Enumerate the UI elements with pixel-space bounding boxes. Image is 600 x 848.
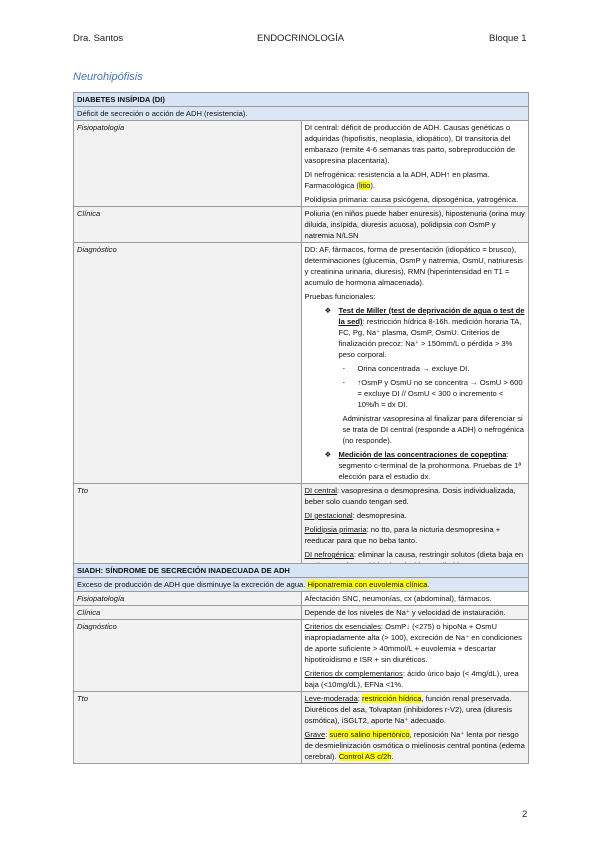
di-tto-central [305,485,526,507]
siadh-table [73,563,529,764]
dash-icon: - [342,378,346,387]
di-tto-central-text: : vasopresina o desmopresina. Dosis individualizada, beber solo cuando tengan sed. [304,486,516,506]
siadh-tto-leve [305,693,526,726]
siadh-tto-label: Tto [74,692,302,764]
siadh-fisio: Afectación SNC, neumonías, cx (abdominal), fármacos. [301,592,529,606]
siadh-tto-grave [305,729,526,762]
siadh-subtitle-highlight: Hiponatremia con euvolemia clínica [307,580,428,589]
di-copeptina-text: : segmento c-terminal de la prohormona. Pruebas de 1ª elección para el estudio dx. [338,450,522,481]
di-miller-d2: ↑OsmP y OsmU no se concentra → OsmU > 600 = excluye DI // OsmU < 300 o incremento < 10%/h = dx DI. [357,378,523,409]
siadh-tto-cell [301,692,529,764]
section-title: Neurohipófisis [73,71,143,83]
dash-icon: - [342,364,346,373]
di-fisio-polidipsia: Polidipsia primaria: causa psicógena, dipsogénica, yatrogénica. [304,195,519,204]
siadh-diag-ess-text: : OsmP↓ (<275) o hipoNa + OsmU inapropiadamente alta (> 100), excreción de Na⁺ en condiciones de aporte suficiente > 40mmol/L + euvolemia + descartar hipotiroidismo e ISR + sin diuréticos. [304,622,522,664]
siadh-diag-label: Diagnóstico [74,620,302,692]
siadh-tto-grave-highlight: suero salino hipertónico [329,730,410,739]
di-tto-gest-title: DI gestacional [304,511,353,520]
siadh-fisio-label: Fisiopatología [74,592,302,606]
di-miller [305,305,526,360]
header-block: Bloque 1 [489,33,527,44]
siadh-tto-grave-title: Grave [304,730,326,739]
di-clin: Poliuria (en niños puede haber enuresis), hipostenuria (orina muy diluida, insípida, diuresis acuosa), polidipsia con OsmP y natremia N/LSN [301,207,529,243]
di-tto-cell [301,484,529,573]
di-tto-gestacional [305,510,526,521]
di-subtitle: Déficit de secreción o acción de ADH (resistencia). [74,107,529,121]
di-miller-text: : restricción hídrica 8-16h. medición horaria TA, FC, Pg, Na⁺ plasma, OsmP, OsmU. Criterios de finalización precoz: Na⁺ > 150mm/L o pérdida > 3% peso corporal. [338,317,522,359]
di-fisio-nef-end: ). [370,181,375,190]
di-fisio-nefrogenica [305,169,526,191]
di-fisio-nef-text: DI nefrogénica: resistencia a la ADH, ADH↑ en plasma. Farmacológica ( [304,170,490,190]
di-tto-poli-title: Polidipsia primaria [304,525,367,534]
di-tto-label: Tto [74,484,302,573]
di-fisio-litio: litio [358,181,371,190]
siadh-tto-grave-control: Control AS c/2h [338,752,392,761]
bullet-icon: ❖ [324,306,332,315]
di-miller-title: Test de Miller (test de deprivación de agua o test de la sed) [338,306,525,326]
siadh-diag-comp-title: Criterios dx complementarios [304,669,403,678]
siadh-tto-grave-end: . [391,752,394,761]
siadh-diag-esenciales [305,621,526,665]
di-copeptina-title: Medición de las concentraciones de copeptina [338,450,507,459]
di-clin-label: Clínica [74,207,302,243]
siadh-clin: Depende de los niveles de Na⁺ y velocidad de instauración. [301,606,529,620]
di-tto-nef-title: DI nefrogénica [304,550,354,559]
di-tto-polidipsia [305,524,526,546]
siadh-tto-leve-highlight: restricción hídrica [361,694,422,703]
di-fisio-central: DI central: déficit de producción de ADH. Causas genéticas o adquiridas (hipofisitis, neoplasia, idiopático), DI transitoria del embarazo (remite 4-6 semanas tras parto, sobreproducción de vasopresina placentaria). [304,123,516,165]
di-diag-cell [301,243,529,484]
di-tto-nef-text: : eliminar la causa, restringir solutos (dieta baja en [353,550,524,559]
di-diag-pruebas: Pruebas funcionales: [304,292,376,301]
di-miller-dash-2 [305,377,526,410]
bullet-icon: ❖ [324,450,332,459]
di-fisio-label: Fisiopatología [74,121,302,207]
di-title: DIABETES INSÍPIDA (DI) [74,93,529,107]
di-tto-central-title: DI central [304,486,337,495]
siadh-title: SIADH: SÍNDROME DE SECRECIÓN INADECUADA DE ADH [74,564,529,578]
siadh-tto-leve-title: Leve-moderada [304,694,358,703]
header-subject: ENDOCRINOLOGÍA [257,33,345,44]
di-copeptina [305,449,526,482]
siadh-clin-label: Clínica [74,606,302,620]
page-number: 2 [522,809,528,820]
header-author: Dra. Santos [73,33,124,44]
siadh-subtitle-text: Exceso de producción de ADH que disminuye la excreción de agua. [77,580,308,589]
di-tto-gest-text: : desmopresina. [352,511,407,520]
di-tto-poli-text: : no tto, para la nicturia desmopresina + reeducar para que no beba tanto. [304,525,501,545]
siadh-diag-cell [301,620,529,692]
siadh-tto-grave-sep: : [325,730,330,739]
siadh-diag-complementarios [305,668,526,690]
siadh-subtitle-end: . [427,580,430,589]
di-diag-dd: DD: AF, fármacos, forma de presentación (idiopático = brusco), determinaciones (glucemia, OsmP y natremia, OsmU, natriuresis y creatinina urinaria, diuresis), RMN (hiperintensidad en T1 = acumulo de hormona almacenada). [304,245,523,287]
di-miller-dash-1 [305,363,526,374]
di-fisio-cell [301,121,529,207]
di-miller-d1: Orina concentrada → excluye DI. [357,364,470,373]
siadh-tto-leve-sep: : [357,694,362,703]
siadh-tto-grave-text: , reposición Na⁺ lenta por riesgo de desmielinización osmótica o mielinosis central pontina (edema cerebral). [304,730,525,761]
di-miller-vasopresina: Administrar vasopresina al finalizar para diferenciar si se trata de DI central (responde a ADH) o nefrogénica (no responde). [342,414,525,445]
siadh-tto-leve-text: , función renal preservada. Diuréticos del asa, Tolvaptan (inhibidores r-V2), urea (diuresis osmótica), iSGLT2, aporte Na⁺ adecuado. [304,694,513,725]
siadh-diag-comp-text: : ácido úrico bajo (< 4mg/dL), urea baja (<10mg/dL), EFNa <1%. [304,669,519,689]
di-table [73,92,529,573]
siadh-diag-ess-title: Criterios dx esenciales [304,622,381,631]
di-diag-label: Diagnóstico [74,243,302,484]
siadh-subtitle [74,578,529,592]
